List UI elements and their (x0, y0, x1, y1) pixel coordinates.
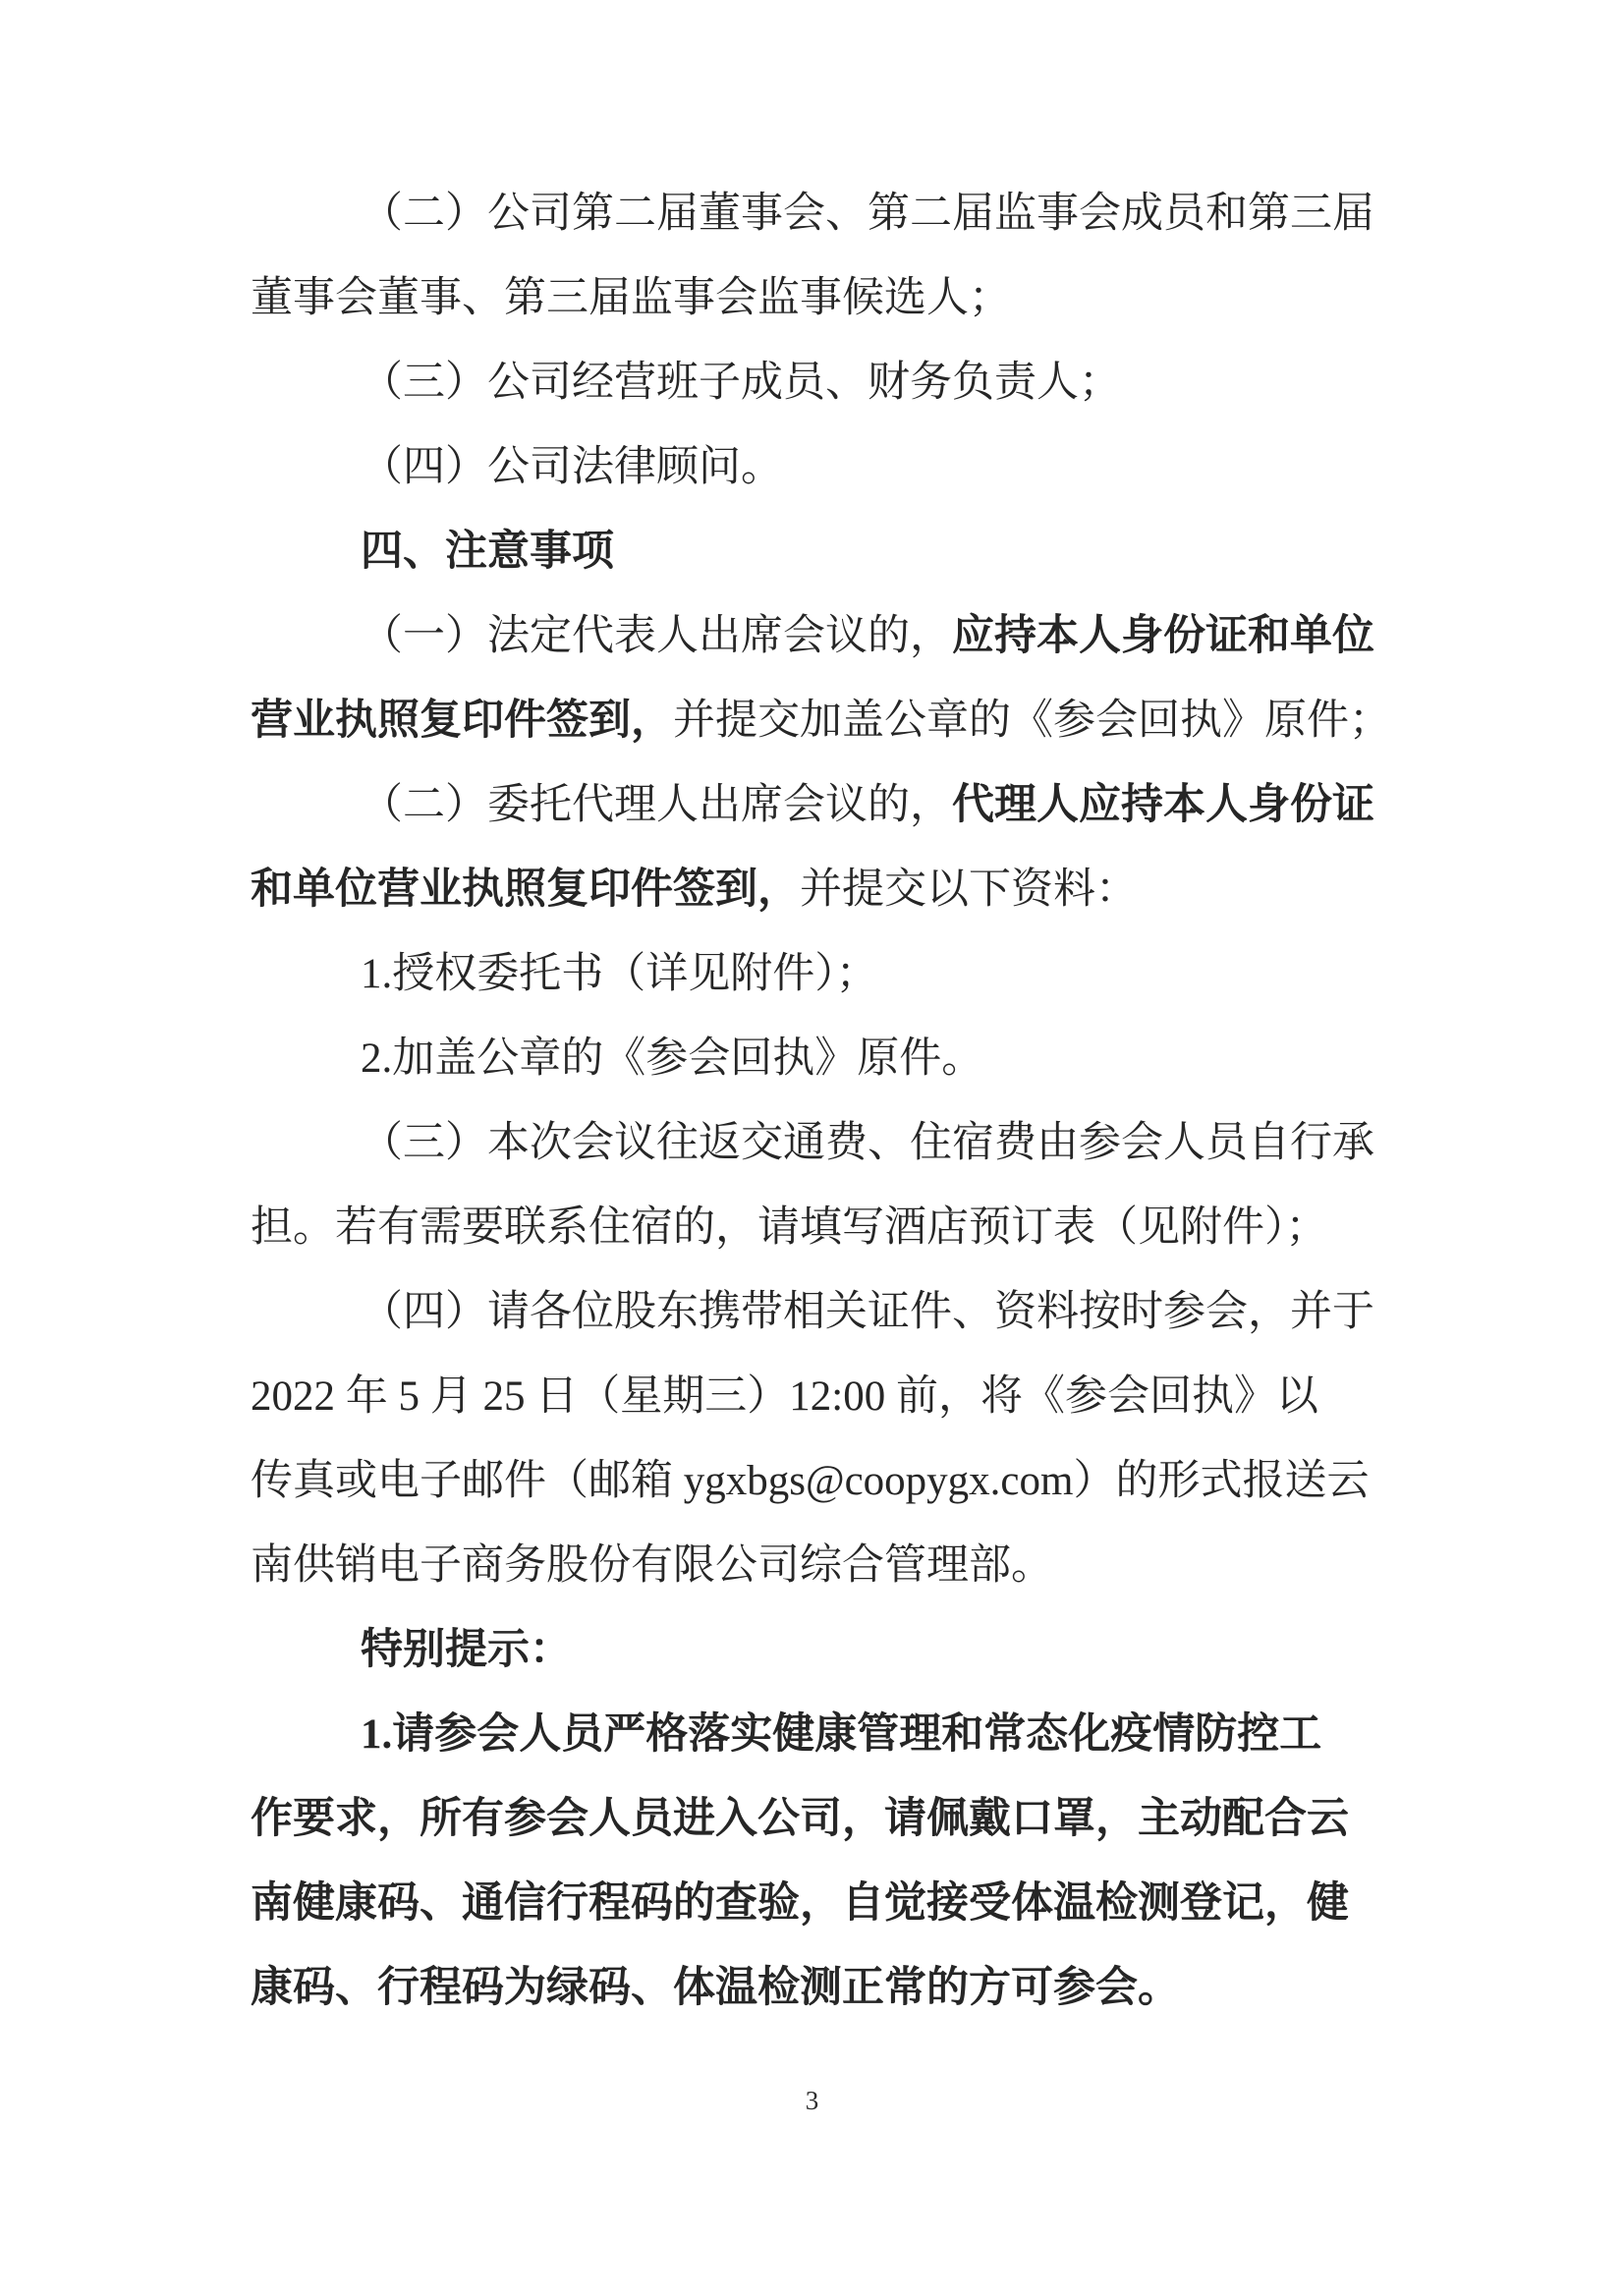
doc-line (251, 1862, 1420, 1946)
text-run-bold: 康码、行程码为绿码、体温检测正常的方可参会。 (251, 1965, 1180, 2011)
doc-line (251, 1524, 1420, 1608)
doc-line (251, 1101, 1420, 1186)
doc-line (251, 1017, 1420, 1101)
doc-line (251, 848, 1420, 932)
doc-line (251, 932, 1420, 1017)
text-run: 并提交以下资料： (800, 867, 1138, 913)
text-run-bold: 作要求，所有参会人员进入公司，请佩戴口罩，主动配合云 (251, 1796, 1349, 1842)
document-body (251, 172, 1420, 2031)
doc-line (251, 1270, 1420, 1355)
doc-line (251, 1777, 1420, 1862)
text-run-bold: 南健康码、通信行程码的查验，自觉接受体温检测登记，健 (251, 1880, 1349, 1927)
text-run: 特别提示： (361, 1627, 572, 1673)
text-run: 担。若有需要联系住宿的，请填写酒店预订表（见附件）； (251, 1204, 1328, 1251)
text-run: 南供销电子商务股份有限公司综合管理部。 (251, 1542, 1053, 1589)
text-run: （二）公司第二届董事会、第二届监事会成员和第三届 (361, 191, 1374, 237)
doc-line (251, 1186, 1420, 1270)
text-run: （一）法定代表人出席会议的， (361, 613, 952, 659)
text-run: 2.加盖公章的《参会回执》原件。 (361, 1036, 984, 1082)
text-run-bold: 营业执照复印件签到， (251, 698, 673, 744)
text-run: （三）本次会议往返交通费、住宿费由参会人员自行承 (361, 1120, 1374, 1166)
doc-line (251, 1439, 1420, 1524)
text-run: 1.授权委托书（详见附件）； (361, 951, 878, 997)
text-run-bold: 应持本人身份证和单位 (952, 613, 1374, 659)
special-note-heading (251, 1608, 1420, 1693)
doc-line (251, 763, 1420, 848)
text-run: （三）公司经营班子成员、财务负责人； (361, 360, 1121, 406)
text-run: 2022 年 5 月 25 日（星期三）12:00 前，将《参会回执》以 (251, 1373, 1318, 1420)
text-run: 董事会董事、第三届监事会监事候选人； (251, 275, 1011, 321)
text-run: 四、注意事项 (361, 529, 614, 575)
doc-line (251, 256, 1420, 341)
text-run: 并提交加盖公章的《参会回执》原件； (673, 698, 1391, 744)
text-run-bold: 1.请参会人员严格落实健康管理和常态化疫情防控工 (361, 1711, 1322, 1758)
doc-line (251, 425, 1420, 510)
doc-line (251, 679, 1420, 763)
text-run: 传真或电子邮件（邮箱 ygxbgs@coopygx.com）的形式报送云 (251, 1458, 1370, 1504)
doc-line (251, 172, 1420, 256)
doc-line (251, 1946, 1420, 2031)
text-run-bold: 代理人应持本人身份证 (952, 782, 1374, 828)
doc-line (251, 594, 1420, 679)
page-number: 3 (805, 2086, 819, 2115)
text-run-bold: 和单位营业执照复印件签到， (251, 867, 800, 913)
doc-line (251, 1693, 1420, 1777)
doc-line (251, 341, 1420, 425)
text-run: （四）公司法律顾问。 (361, 444, 783, 490)
text-run: （二）委托代理人出席会议的， (361, 782, 952, 828)
text-run: （四）请各位股东携带相关证件、资料按时参会，并于 (361, 1289, 1374, 1335)
section-heading (251, 510, 1420, 594)
doc-line (251, 1355, 1420, 1439)
